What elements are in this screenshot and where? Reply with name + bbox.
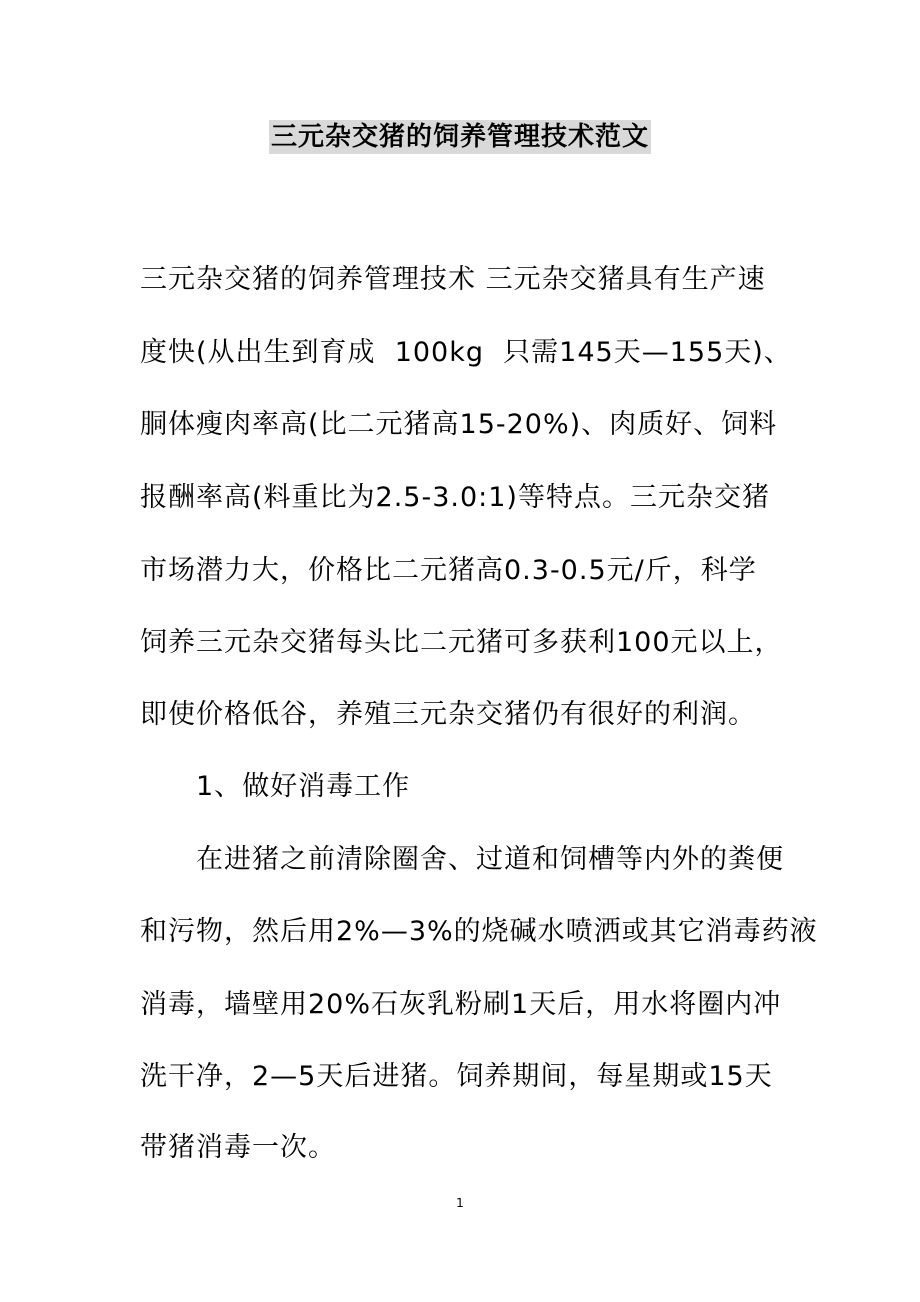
section-heading: 1、做好消毒工作 [196,771,411,802]
document-title: 三元杂交猪的饲养管理技术范文 [270,122,649,152]
document-title-wrap [0,116,920,153]
paragraph-line: 三元杂交猪的饲养管理技术 三元杂交猪具有生产速 [140,264,766,295]
paragraph-line: 在进猪之前清除圈舍、过道和饲槽等内外的粪便 [196,844,784,875]
paragraph-line: 胴体瘦肉率高(比二元猪高15-20%)、肉质好、饲料 [140,409,778,440]
paragraph-line: 即使价格低谷，养殖三元杂交猪仍有很好的利润。 [140,699,756,730]
paragraph-line: 和污物，然后用2%—3%的烧碱水喷洒或其它消毒药液 [140,916,818,947]
paragraph-line: 饲养三元杂交猪每头比二元猪可多获利100元以上， [140,627,783,658]
paragraph-line: 市场潜力大，价格比二元猪高0.3-0.5元/斤，科学 [140,555,757,586]
page-number: 1 [456,1196,464,1210]
paragraph-line: 消毒，墙壁用20%石灰乳粉刷1天后，用水将圈内冲 [140,989,782,1020]
paragraph-line: 报酬率高(料重比为2.5-3.0:1)等特点。三元杂交猪 [140,482,770,513]
paragraph-line: 带猪消毒一次。 [140,1132,336,1163]
paragraph-line: 度快(从出生到育成 100kg 只需145天—155天)、 [140,337,792,368]
paragraph-line: 洗干净，2—5天后进猪。饲养期间，每星期或15天 [140,1061,773,1092]
